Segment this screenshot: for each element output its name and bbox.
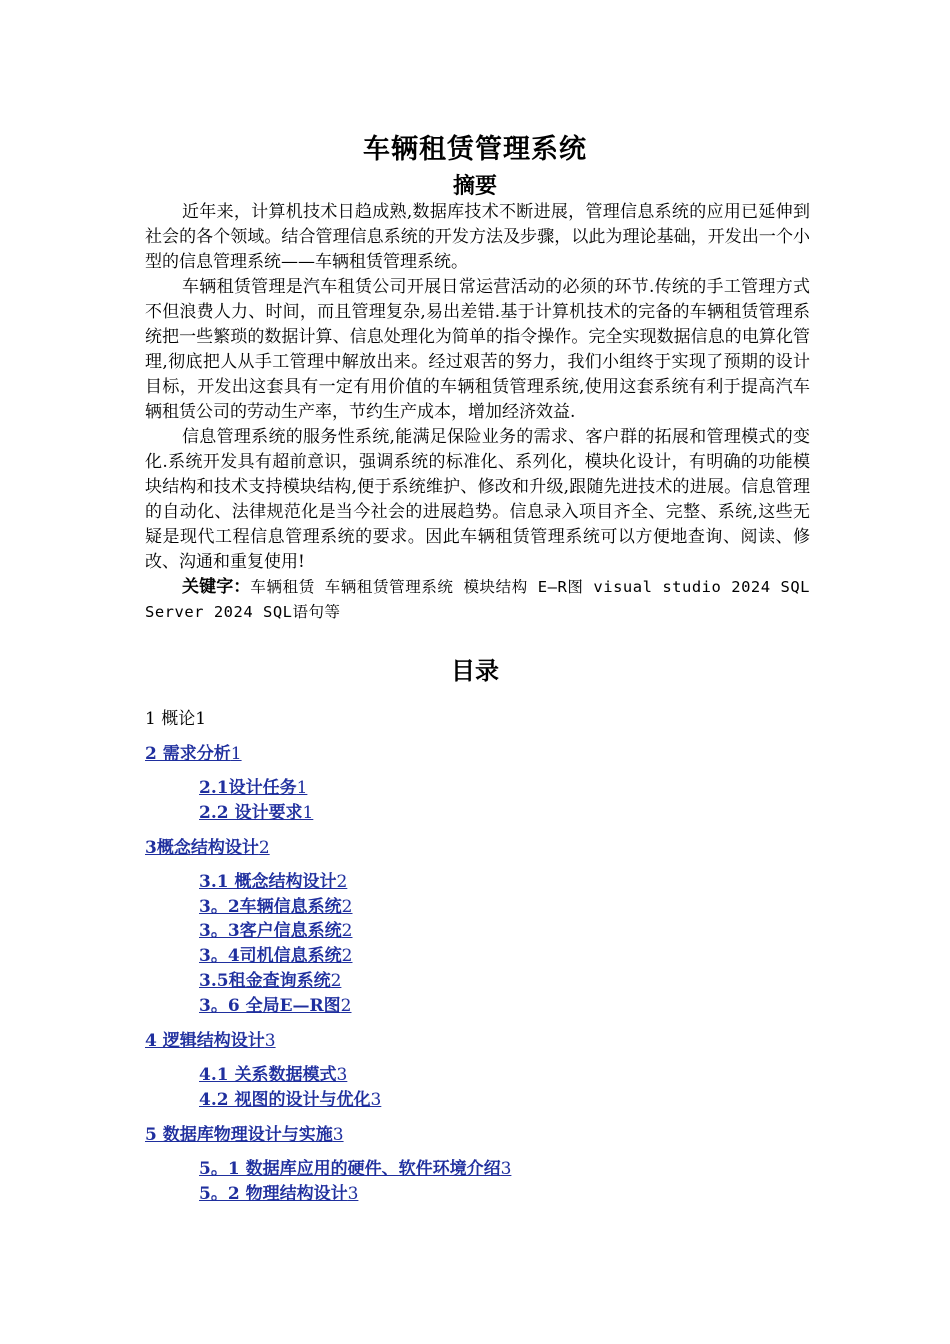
toc-entry-page: 3 — [370, 1090, 382, 1110]
toc-entry-page: 1 — [302, 803, 314, 823]
abstract-paragraph: 车辆租赁管理是汽车租赁公司开展日常运营活动的必须的环节.传统的手工管理方式 不但浪费人力、时间，而且管理复杂,易出差错.基于计算机技术的完备的车辆租赁管理系统把一些繁琐的数据计算、信息处理化为简单的指令操作。完全实现数据信息的电算化管理,彻底把人从手工管理中解放出来。经过艰苦的努力，我们小组终于实现了预期的设计目标，开发出这套具有一定有用价值的车辆租赁管理系统,使用这套系统有利于提高汽车辆租赁公司的劳动生产率，节约生产成本，增加经济效益. — [145, 277, 810, 422]
toc-entry[interactable] — [145, 1029, 276, 1053]
toc-link[interactable] — [199, 872, 347, 892]
toc-entry[interactable] — [199, 994, 352, 1018]
toc-entry-page: 1 — [230, 744, 242, 764]
toc-link[interactable] — [145, 1031, 276, 1051]
keywords-text: 车辆租赁 车辆租赁管理系统 模块结构 E—R图 visual studio 2024 SQL Server 2024 SQL语句等 — [145, 578, 811, 621]
toc-link[interactable] — [145, 744, 242, 764]
toc-entry[interactable] — [199, 969, 341, 993]
toc-link[interactable] — [199, 971, 341, 991]
toc-entry[interactable] — [145, 742, 242, 766]
keywords-label: 关键字： — [182, 577, 251, 597]
toc-entry[interactable] — [199, 801, 313, 825]
toc-entry[interactable] — [199, 944, 353, 968]
abstract-paragraph: 近年来，计算机技术日趋成熟,数据库技术不断进展，管理信息系统的应用已延伸到社会的各个领域。结合管理信息系统的开发方法及步骤，以此为理论基础，开发出一个小型的信息管理系统——车辆租赁管理系统。 — [145, 202, 810, 272]
toc-entry-text: 3.5租金查询系统 — [199, 971, 331, 991]
toc-link[interactable] — [199, 1065, 347, 1085]
toc-entry-text: 3.1 概念结构设计 — [199, 872, 337, 892]
toc-entry-page: 2 — [341, 946, 353, 966]
toc-link[interactable] — [199, 1184, 358, 1204]
toc-entry-page: 3 — [500, 1159, 512, 1179]
toc-entry-page: 3 — [347, 1184, 359, 1204]
toc-entry — [145, 707, 206, 731]
toc-entry-text: 4.1 关系数据模式 — [199, 1065, 337, 1085]
toc-entry-text: 4 逻辑结构设计 — [145, 1031, 265, 1051]
toc-entry-text: 5。1 数据库应用的硬件、软件环境介绍 — [199, 1159, 501, 1179]
toc-entry-page: 2 — [258, 838, 270, 858]
toc-entry-text: 3。2车辆信息系统 — [199, 897, 342, 917]
toc-link[interactable] — [199, 996, 352, 1016]
toc-entry-page: 2 — [340, 996, 352, 1016]
toc-entry-text: 5 数据库物理设计与实施 — [145, 1125, 333, 1145]
toc-entry-text: 2.2 设计要求 — [199, 803, 303, 823]
toc-entry[interactable] — [199, 1182, 358, 1206]
toc-entry[interactable] — [199, 895, 353, 919]
toc-link[interactable] — [199, 897, 353, 917]
keywords-line — [145, 575, 810, 625]
toc-entry[interactable] — [145, 1123, 344, 1147]
toc-entry-page: 3 — [332, 1125, 344, 1145]
toc-entry-text: 3概念结构设计 — [145, 838, 259, 858]
toc-entry[interactable] — [199, 1063, 347, 1087]
toc-entry-text: 5。2 物理结构设计 — [199, 1184, 348, 1204]
toc-entry[interactable] — [199, 776, 307, 800]
abstract-paragraph: 信息管理系统的服务性系统,能满足保险业务的需求、客户群的拓展和管理模式的变 化.系统开发具有超前意识，强调系统的标准化、系列化，模块化设计，有明确的功能模块结构和技术支持模块结构,便于系统维护、修改和升级,跟随先进技术的进展。信息管理的自动化、法律规范化是当今社会的进展趋势。信息录入项目齐全、完整、系统,这些无疑是现代工程信息管理系统的要求。因此车辆租赁管理系统可以方便地查询、阅读、修改、沟通和重复使用! — [145, 427, 810, 572]
toc-entry-page: 1 — [195, 709, 207, 729]
toc-link[interactable] — [199, 1159, 511, 1179]
toc-link[interactable] — [199, 778, 307, 798]
toc-link[interactable] — [145, 1125, 344, 1145]
toc-entry[interactable] — [145, 836, 270, 860]
toc-entry[interactable] — [199, 870, 347, 894]
abstract-heading: 摘要 — [452, 173, 497, 199]
toc-link[interactable] — [199, 1090, 381, 1110]
toc-entry[interactable] — [199, 1088, 381, 1112]
toc-entry[interactable] — [199, 919, 353, 943]
toc-entry-page: 2 — [330, 971, 342, 991]
toc-entry-page: 2 — [341, 921, 353, 941]
toc-heading: 目录 — [451, 656, 499, 685]
toc-entry-text: 4.2 视图的设计与优化 — [199, 1090, 371, 1110]
toc-entry-page: 2 — [341, 897, 353, 917]
toc-link[interactable] — [199, 946, 353, 966]
toc-entry-text: 3。6 全局E—R图 — [199, 996, 341, 1016]
toc-entry[interactable] — [199, 1157, 511, 1181]
toc-entry-text: 1 概论 — [145, 709, 196, 729]
toc-link[interactable] — [199, 803, 313, 823]
toc-entry-text: 2 需求分析 — [145, 744, 231, 764]
toc-link[interactable] — [145, 838, 270, 858]
document-title: 车辆租赁管理系统 — [363, 134, 587, 165]
toc-entry-text: 2.1设计任务 — [199, 778, 297, 798]
toc-entry-page: 1 — [296, 778, 308, 798]
toc-entry-page: 3 — [264, 1031, 276, 1051]
toc-entry-page: 3 — [336, 1065, 348, 1085]
abstract-body — [145, 200, 810, 625]
toc-link[interactable] — [199, 921, 353, 941]
toc-entry-text: 3。3客户信息系统 — [199, 921, 342, 941]
toc-entry-text: 3。4司机信息系统 — [199, 946, 342, 966]
toc-entry-page: 2 — [336, 872, 348, 892]
